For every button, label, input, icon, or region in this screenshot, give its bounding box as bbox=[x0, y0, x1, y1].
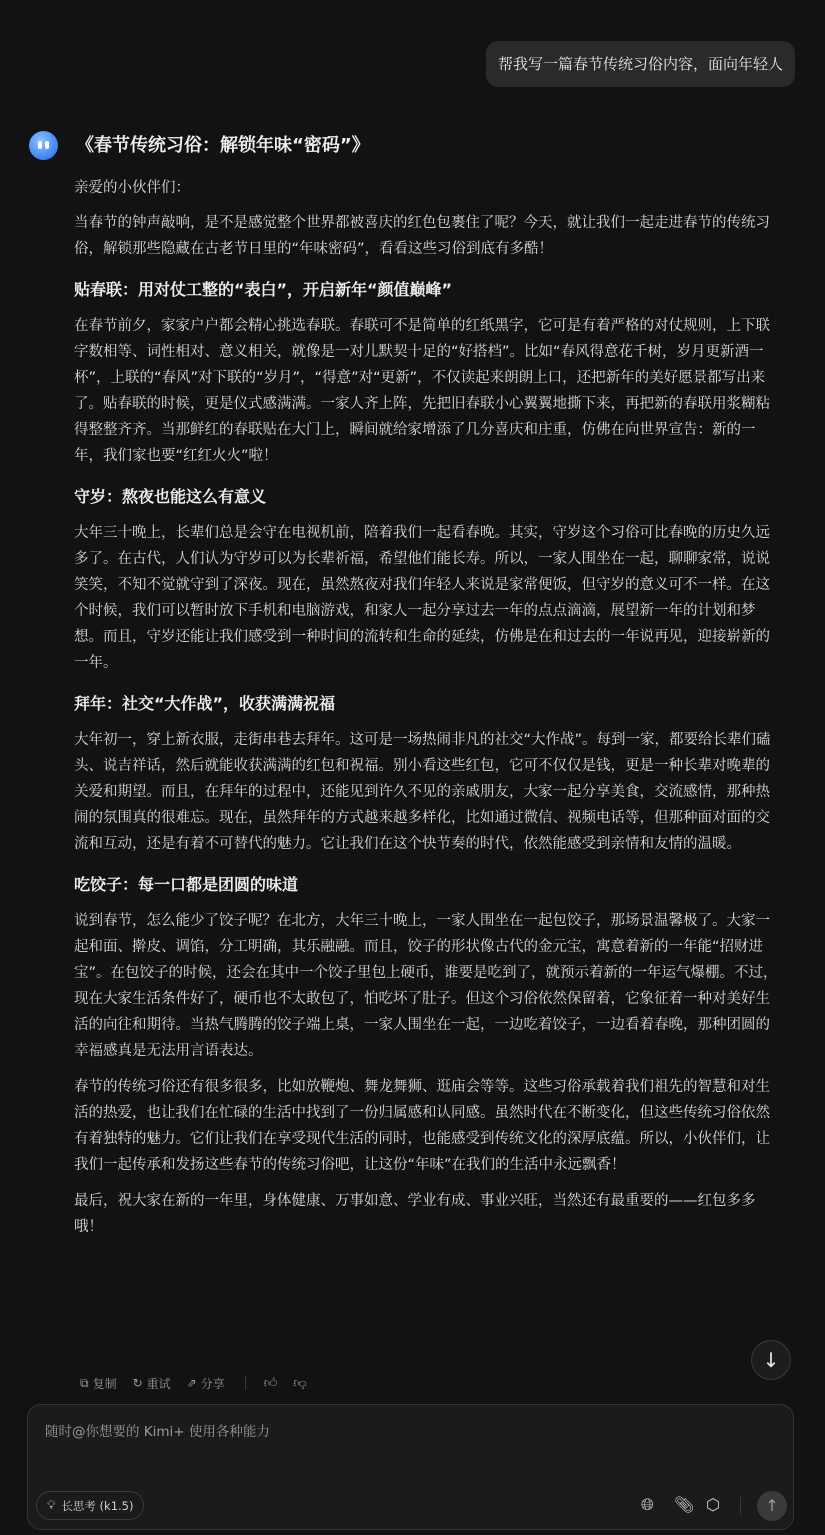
avatar-eye-right bbox=[45, 141, 49, 149]
composer-input[interactable]: 随时@你想要的 Kimi+ 使用各种能力 bbox=[45, 1424, 270, 1440]
answer-greeting: 亲爱的小伙伴们： bbox=[74, 180, 190, 196]
composer-divider bbox=[740, 1497, 741, 1515]
paperclip-icon[interactable]: 📎︎ bbox=[674, 1495, 695, 1514]
share-button[interactable] bbox=[187, 1375, 225, 1392]
answer-title: 《春节传统习俗：解锁年味“密码”》 bbox=[76, 135, 370, 156]
retry-label: 重试 bbox=[146, 1376, 171, 1391]
section-heading: 拜年：社交“大作战”，收获满满祝福 bbox=[74, 694, 336, 713]
answer-closing: 春节的传统习俗还有很多很多，比如放鞭炮、舞龙舞狮、逛庙会等等。这些习俗承载着我们祖先的智慧和对生活的热爱，也让我们在忙碌的生活中找到了一份归属感和认同感。虽然时代在不断变化，但这些传统习俗依然有着独特的魅力。它们让我们在享受现代生活的同时，也能感受到传统文化的深厚底蕴。所以，小伙伴们，让我们一起传承和发扬这些春节的传统习俗吧，让这份“年味”在我们的生活中永远飘香！ bbox=[74, 1079, 770, 1173]
section-body: 大年初一，穿上新衣服，走街串巷去拜年。这可是一场热闹非凡的社交“大作战”。每到一家，都要给长辈们磕头、说吉祥话，然后就能收获满满的红包和祝福。别小看这些红包，它可不仅仅是钱，更是一种长辈对晚辈的关爱和期望。而且，在拜年的过程中，还能见到许久不见的亲戚朋友，大家一起分享美食，交流感情，那种热闹的氛围真的很难忘。现在，虽然拜年的方式越来越多样化，比如通过微信、视频电话等，但那种面对面的交流和互动，还是有着不可替代的魅力。它让我们在这个快节奏的时代，依然能感受到亲情和友情的温暖。 bbox=[74, 732, 771, 852]
retry-button[interactable] bbox=[133, 1375, 171, 1392]
copy-icon: ⧉ bbox=[80, 1375, 89, 1390]
share-icon: ⇗ bbox=[186, 1376, 197, 1390]
answer-actions bbox=[80, 1372, 323, 1394]
arrow-down-icon: ↓ bbox=[762, 1348, 780, 1372]
share-label: 分享 bbox=[200, 1376, 225, 1391]
section-body: 大年三十晚上，长辈们总是会守在电视机前，陪着我们一起看春晚。其实，守岁这个习俗可比春晚的历史久远多了。在古代，人们认为守岁可以为长辈祈福，希望他们能长寿。所以，一家人围坐在一起，聊聊家常，说说笑笑，不知不觉就守到了深夜。现在，虽然熬夜对我们年轻人来说是家常便饭，但守岁的意义可不一样。在这个时候，我们可以暂时放下手机和电脑游戏，和家人一起分享过去一年的点点滴滴，展望新一年的计划和梦想。而且，守岁还能让我们感受到一种时间的流转和生命的延续，仿佛是在和过去的一年说再见，迎接崭新的一年。 bbox=[74, 525, 770, 671]
answer-signoff: 最后，祝大家在新的一年里，身体健康、万事如意、学业有成、事业兴旺，当然还有最重要的——红包多多哦！ bbox=[74, 1193, 756, 1235]
section-heading: 守岁：熬夜也能这么有意义 bbox=[74, 487, 267, 506]
long-think-toggle[interactable] bbox=[36, 1491, 144, 1520]
retry-icon: ↻ bbox=[132, 1376, 143, 1390]
section-body: 说到春节，怎么能少了饺子呢？在北方，大年三十晚上，一家人围坐在一起包饺子，那场景温馨极了。大家一起和面、擀皮、调馅，分工明确，其乐融融。而且，饺子的形状像古代的金元宝，寓意着新的一年能“招财进宝”。在包饺子的时候，还会在其中一个饺子里包上硬币，谁要是吃到了，就预示着新的一年运气爆棚。不过，现在大家生活条件好了，硬币也不太敢包了，怕吃坏了肚子。但这个习俗依然保留着，它象征着一种对美好生活的向往和期待。当热气腾腾的饺子端上桌，一家人围坐在一起，一边吃着饺子，一边看着春晚，那种团圆的幸福感真是无法用言语表达。 bbox=[74, 913, 778, 1059]
cube-icon[interactable]: ⬡ bbox=[706, 1495, 720, 1514]
long-think-label: 长思考 (k1.5) bbox=[61, 1498, 134, 1513]
arrow-up-icon: ↑ bbox=[765, 1496, 779, 1515]
scroll-to-bottom-button[interactable] bbox=[751, 1340, 791, 1380]
answer-intro: 当春节的钟声敲响，是不是感觉整个世界都被喜庆的红色包裹住了呢？今天，就让我们一起走进春节的传统习俗，解锁那些隐藏在古老节日里的“年味密码”，看看这些习俗到底有多酷！ bbox=[74, 215, 770, 257]
assistant-avatar bbox=[29, 131, 58, 160]
thumbs-up-icon[interactable]: 👍︎ bbox=[263, 1375, 278, 1391]
section-heading: 贴春联：用对仗工整的“表白”，开启新年“颜值巅峰” bbox=[74, 280, 453, 299]
copy-button[interactable] bbox=[80, 1375, 117, 1392]
user-message-bubble: 帮我写一篇春节传统习俗内容，面向年轻人 bbox=[486, 41, 795, 87]
globe-icon[interactable]: 🌐︎ bbox=[641, 1495, 654, 1514]
section-heading: 吃饺子：每一口都是团圆的味道 bbox=[74, 875, 299, 894]
avatar-eye-left bbox=[38, 141, 42, 149]
thumbs-down-icon[interactable]: 👎︎ bbox=[293, 1375, 307, 1391]
bulb-icon: 💡︎ bbox=[47, 1498, 56, 1512]
actions-divider bbox=[245, 1376, 246, 1390]
copy-label: 复制 bbox=[92, 1376, 117, 1391]
assistant-answer bbox=[74, 132, 780, 1240]
section-body: 在春节前夕，家家户户都会精心挑选春联。春联可不是简单的红纸黑字，它可是有着严格的对仗规则，上下联字数相等、词性相对、意义相关，就像是一对儿默契十足的“好搭档”。比如“春风得意花千树，岁月更新酒一杯”，上联的“春风”对下联的“岁月”，“得意”对“更新”，不仅读起来朗朗上口，还把新年的美好愿景都写出来了。贴春联的时候，更是仪式感满满。一家人齐上阵，先把旧春联小心翼翼地撕下来，再把新的春联用浆糊粘得整整齐齐。当那鲜红的春联贴在大门上，瞬间就给家增添了几分喜庆和庄重，仿佛在向世界宣告：新的一年，我们家也要“红红火火”啦！ bbox=[74, 318, 770, 464]
send-button[interactable] bbox=[757, 1491, 787, 1521]
chat-composer[interactable] bbox=[27, 1404, 794, 1530]
